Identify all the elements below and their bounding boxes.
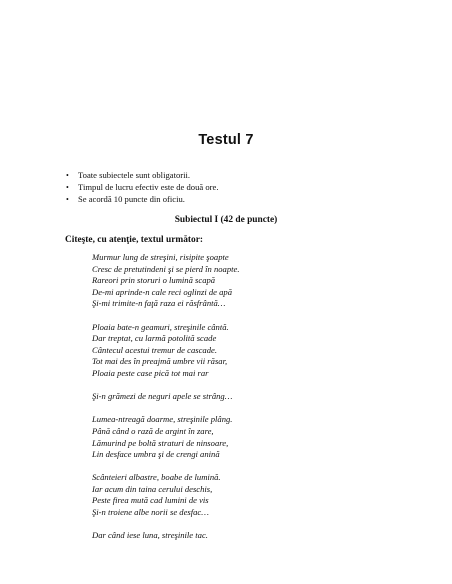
poem-line: Şi-n troiene albe norii se desfac… <box>92 507 209 518</box>
poem-line: Lămurind pe boltă straturi de ninsoare, <box>92 437 229 448</box>
list-item <box>65 194 218 206</box>
poem-line: Lumea-ntreagă doarme, streşinile plâng. <box>92 414 233 425</box>
poem-line: Şi-mi trimite-n faţă raza ei răsfrântă… <box>92 298 226 309</box>
poem-line: Ploaia peste case pică tot mai rar <box>92 367 209 378</box>
poem-line: Dar treptat, cu larmă potolită scade <box>92 333 217 344</box>
poem-line: Dar când iese luna, streşinile tac. <box>92 530 208 541</box>
poem-line: Până când o rază de argint în zare, <box>92 425 214 436</box>
poem-line: Iar acum din taina cerului deschis, <box>92 483 213 494</box>
rule-text: Toate subiectele sunt obligatorii. <box>78 170 191 180</box>
poem-line: Cresc de pretutindeni şi se pierd în noapte. <box>92 263 240 274</box>
bullet-icon: • <box>66 194 69 204</box>
poem <box>92 252 240 553</box>
poem-line: Şi-n grămezi de neguri apele se strâng… <box>92 391 233 402</box>
poem-line: Scânteieri albastre, boabe de lumină. <box>92 472 221 483</box>
list-item <box>65 170 218 182</box>
rules-list <box>65 170 218 205</box>
instruction-text: Citeşte, cu atenţie, textul următor: <box>65 235 203 245</box>
poem-line: Rareori prin storuri o lumină scapă <box>92 275 216 286</box>
rule-text: Se acordă 10 puncte din oficiu. <box>78 193 185 204</box>
poem-stanza <box>92 391 240 403</box>
bullet-icon: • <box>66 171 69 180</box>
poem-line: Peste firea mută cad lumini de vis <box>92 495 209 506</box>
poem-line: Lin desface umbra şi de crengi anină <box>92 449 220 460</box>
poem-line: Cântecul acestui tremur de cascade. <box>92 344 217 355</box>
poem-stanza <box>92 322 240 380</box>
bullet-icon: • <box>66 182 69 192</box>
poem-stanza <box>92 414 240 460</box>
poem-line: De-mi aprinde-n cale reci oglinzi de apă <box>92 286 233 297</box>
rule-text: Timpul de lucru efectiv este de două ore. <box>78 181 219 192</box>
poem-line: Ploaia bate-n geamuri, streşinile cântă. <box>92 321 229 332</box>
poem-line: Tot mai des în preajmă umbre vii răsar, <box>92 356 228 367</box>
poem-stanza <box>92 252 240 310</box>
subject-heading: Subiectul I (42 de puncte) <box>174 215 278 225</box>
page-title: Testul 7 <box>198 132 254 148</box>
poem-stanza <box>92 530 240 542</box>
poem-stanza <box>92 472 240 518</box>
poem-line: Murmur lung de streşini, risipite şoapte <box>92 252 229 262</box>
list-item <box>65 182 218 194</box>
